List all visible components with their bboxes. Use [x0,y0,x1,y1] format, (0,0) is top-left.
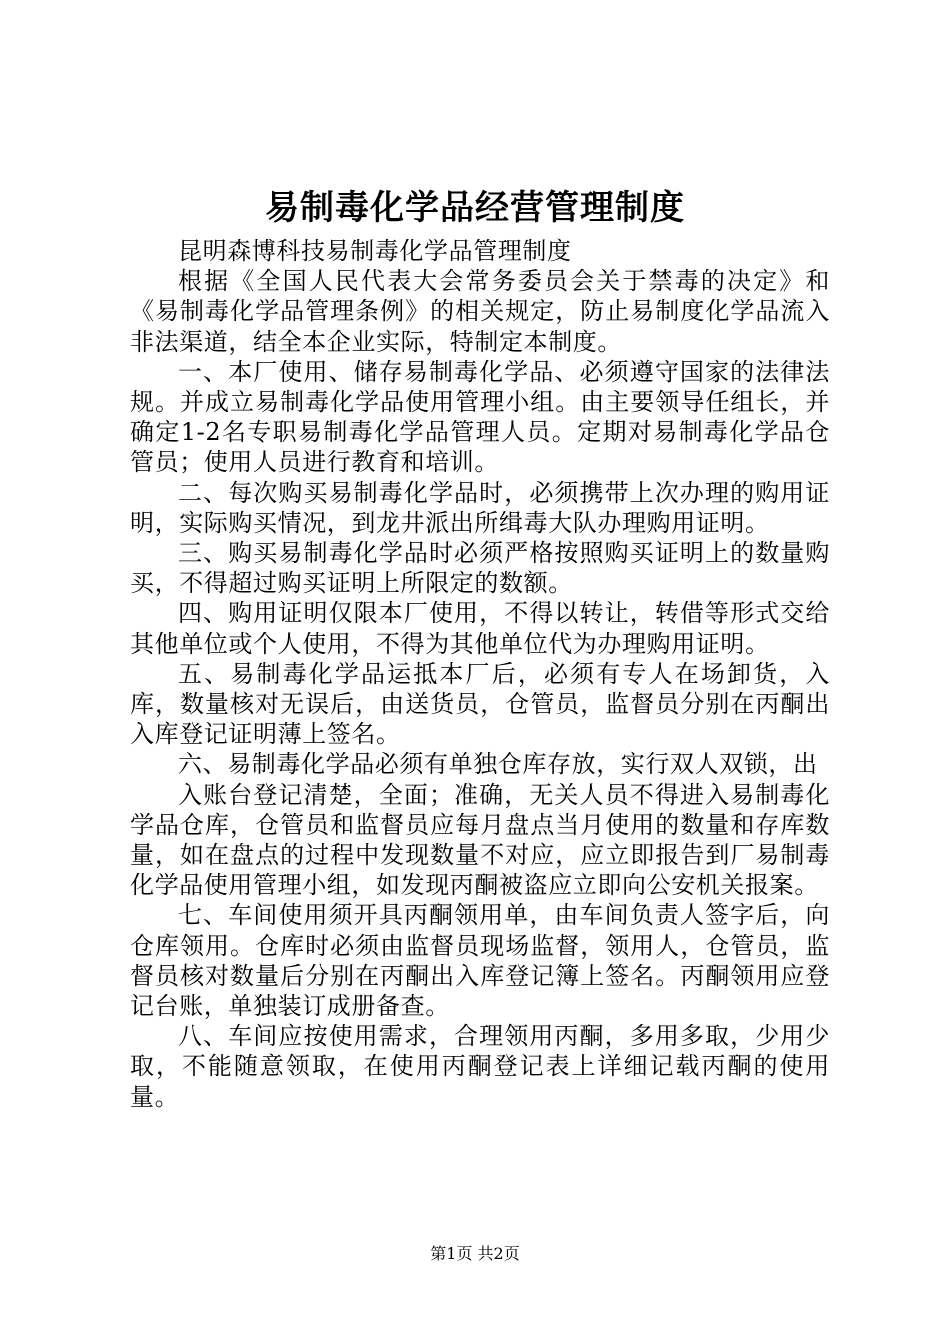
paragraph-subtitle: 昆明森博科技易制毒化学品管理制度 [178,237,572,265]
paragraph-intro: 根据《全国人民代表大会常务委员会关于禁毒的决定》和《易制毒化学品管理条例》的相关规定，防止易制度化学品流入非法渠道，结全本企业实际，特制定本制度。 [130,267,830,356]
paragraph-article-6-continued: 入账台登记清楚，全面；准确，无关人员不得进入易制毒化学品仓库，仓管员和监督员应每月盘点当月使用的数量和存库数量，如在盘点的过程中发现数量不对应，应立即报告到厂易制毒化学品使用管理小组，如发现丙酮被盗应立即向公安机关报案。 [130,780,830,900]
document-body [130,236,830,1112]
document-title: 易制毒化学品经营管理制度 [265,188,685,228]
paragraph-article-8: 八、车间应按使用需求，合理领用丙酮，多用多取，少用少取，不能随意领取，在使用丙酮登记表上详细记载丙酮的使用量。 [130,1022,830,1111]
paragraph-article-6: 六、易制毒化学品必须有单独仓库存放，实行双人双锁，出 [178,750,818,779]
paragraph-article-5: 五、易制毒化学品运抵本厂后，必须有专人在场卸货，入库，数量核对无误后，由送货员，仓管员，监督员分别在丙酮出入库登记证明薄上签名。 [130,659,830,749]
paragraph-article-4: 四、购用证明仅限本厂使用，不得以转让，转借等形式交给其他单位或个人使用，不得为其他单位代为办理购用证明。 [130,599,830,658]
paragraph-article-2: 二、每次购买易制毒化学品时，必须携带上次办理的购用证明，实际购买情况，到龙井派出所缉毒大队办理购用证明。 [130,478,830,537]
paragraph-article-7: 七、车间使用须开具丙酮领用单，由车间负责人签字后，向仓库领用。仓库时必须由监督员现场监督，领用人，仓管员，监督员核对数量后分别在丙酮出入库登记簿上签名。丙酮领用应登记台账，单独装订成册备查。 [130,901,830,1021]
paragraph-article-1: 一、本厂使用、储存易制毒化学品、必须遵守国家的法律法规。并成立易制毒化学品使用管理小组。由主要领导任组长，并确定1-2名专职易制毒化学品管理人员。定期对易制毒化学品仓管员；使用人员进行教育和培训。 [130,357,830,477]
page-footer: 第1页 共2页 [430,1244,520,1263]
paragraph-article-3: 三、购买易制毒化学品时必须严格按照购买证明上的数量购买，不得超过购买证明上所限定的数额。 [130,539,830,598]
